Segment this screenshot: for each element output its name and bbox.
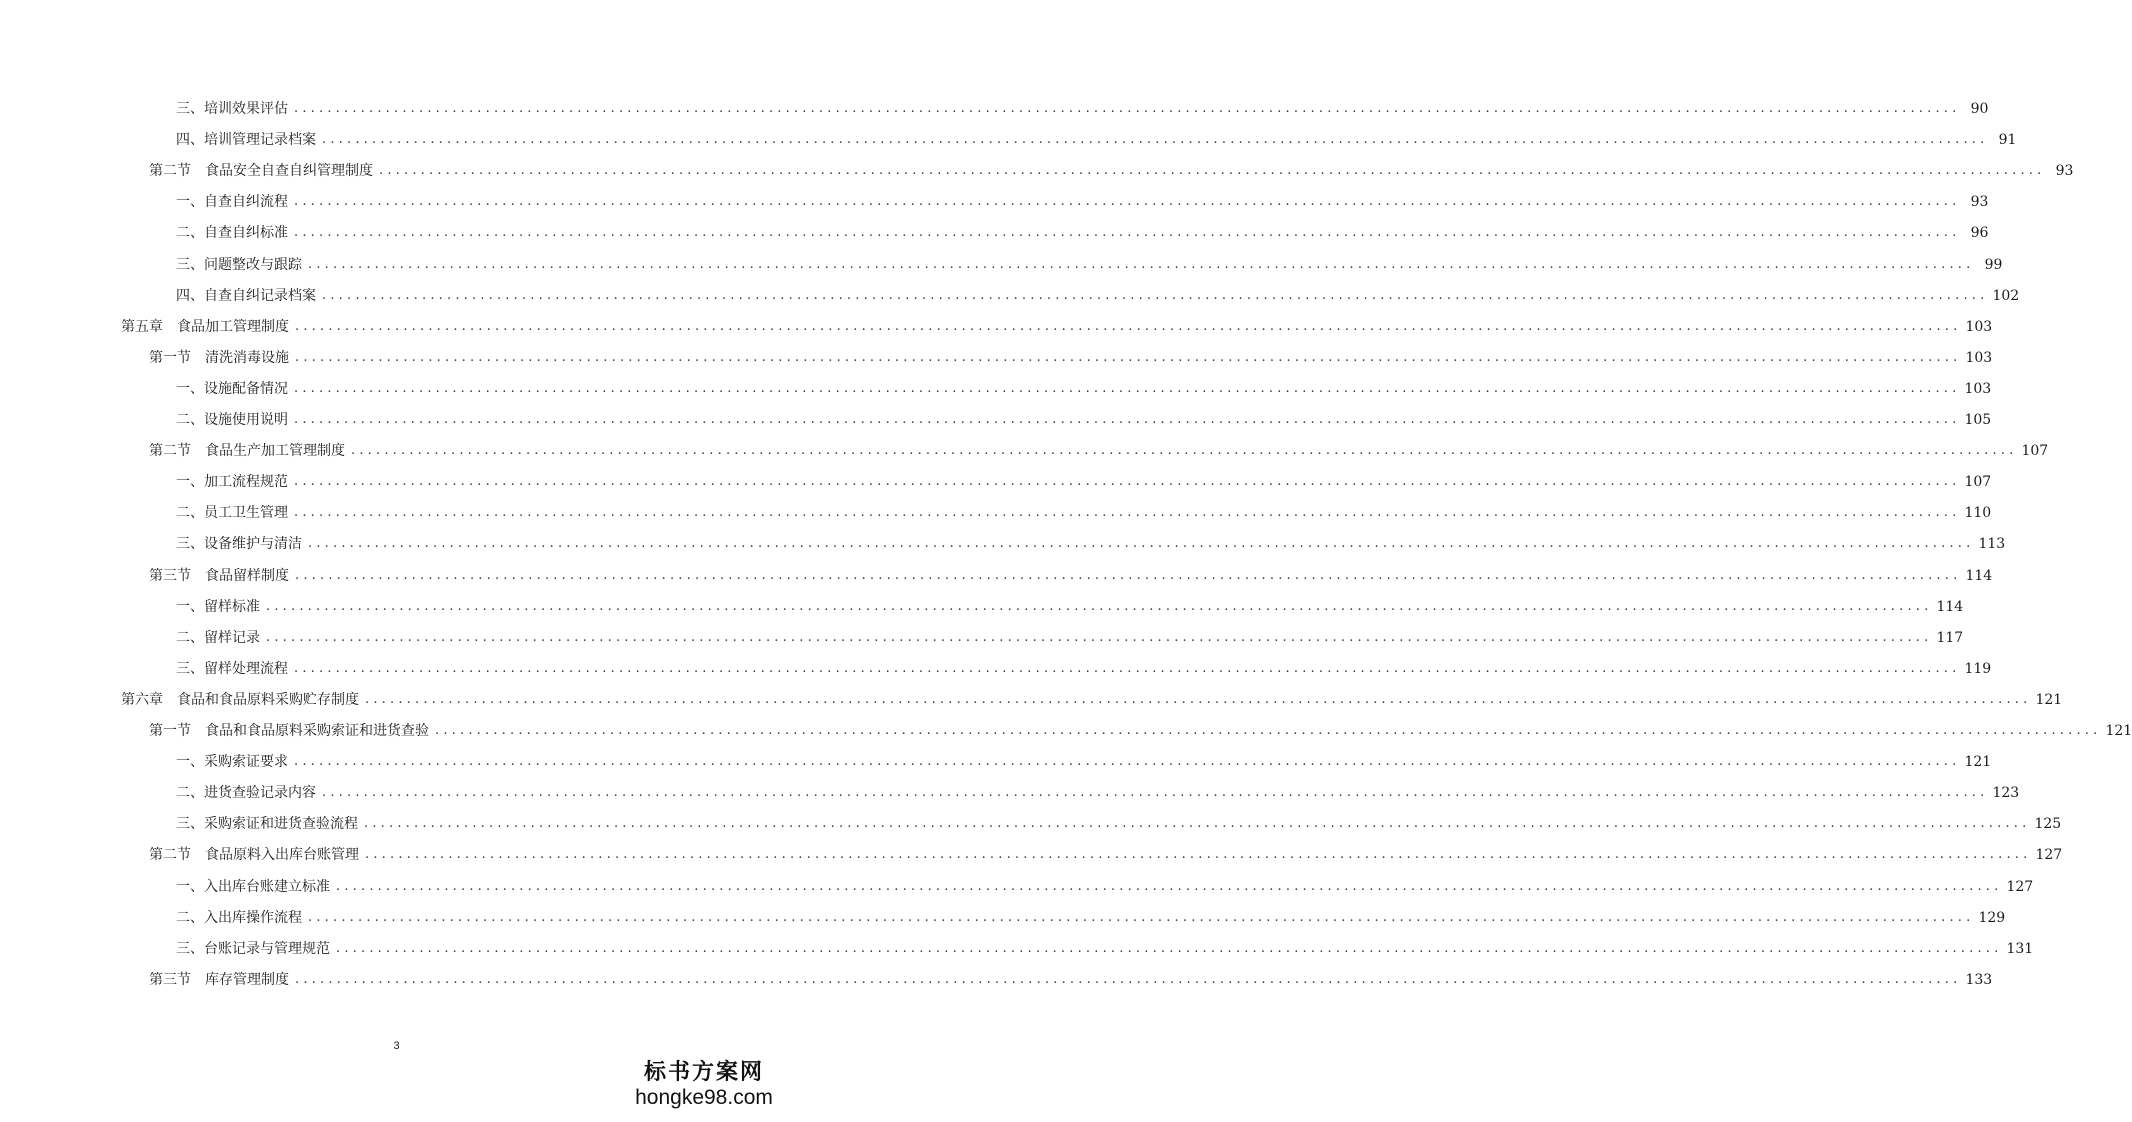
toc-dot-leader: ........................................................................................................................................................................................................	[295, 971, 1962, 987]
toc-entry[interactable]	[176, 874, 2034, 900]
toc-entry[interactable]	[176, 749, 1992, 775]
toc-entry[interactable]	[176, 189, 1989, 215]
toc-entry-title: 二、设施使用说明	[176, 412, 288, 428]
toc-entry[interactable]	[176, 780, 2020, 806]
toc-entry-title: 三、采购索证和进货查验流程	[176, 816, 358, 833]
toc-entry-title: 一、设施配备情况	[176, 380, 288, 397]
toc-entry-page: 103	[1964, 380, 1992, 397]
toc-entry-title: 第三节 食品留样制度	[149, 567, 289, 584]
toc-entry-title: 第二节 食品原料入出库台账管理	[149, 847, 359, 864]
toc-dot-leader: ........................................................................................................................................................................................................	[365, 847, 2032, 863]
toc-entry[interactable]	[176, 220, 1989, 246]
toc-entry[interactable]	[149, 158, 2074, 184]
toc-entry-title: 一、留样标准	[176, 598, 260, 615]
toc-entry-page: 107	[1964, 474, 1992, 491]
toc-entry[interactable]	[121, 687, 2063, 713]
toc-dot-leader: ........................................................................................................................................................................................................	[294, 101, 1961, 116]
toc-entry-page: 105	[1964, 412, 1992, 428]
toc-entry-title: 二、入出库操作流程	[176, 909, 302, 926]
toc-entry-title: 二、进货查验记录内容	[176, 785, 316, 802]
toc-entry[interactable]	[176, 127, 2017, 153]
toc-entry-page: 129	[1978, 909, 2006, 926]
toc-entry-title: 二、员工卫生管理	[176, 505, 288, 522]
toc-dot-leader: ........................................................................................................................................................................................................	[294, 474, 1961, 490]
toc-dot-leader: ........................................................................................................................................................................................................	[295, 567, 1962, 583]
toc-entry[interactable]	[176, 594, 1964, 620]
toc-entry-page: 110	[1964, 505, 1992, 522]
toc-entry[interactable]	[176, 936, 2034, 962]
toc-dot-leader: ........................................................................................................................................................................................................	[295, 349, 1962, 365]
toc-entry[interactable]	[149, 438, 2049, 464]
toc-entry-page: 99	[1984, 256, 2003, 273]
toc-entry-title: 第六章 食品和食品原料采购贮存制度	[121, 691, 359, 708]
toc-entry[interactable]	[176, 531, 2006, 557]
toc-entry-title: 第一节 清洗消毒设施	[149, 349, 289, 366]
toc-entry-title: 一、自查自纠流程	[176, 194, 288, 211]
toc-entry-page: 102	[1992, 287, 2020, 304]
toc-dot-leader: ........................................................................................................................................................................................................	[336, 878, 2003, 894]
toc-entry[interactable]	[149, 563, 1993, 589]
toc-entry[interactable]	[176, 283, 2020, 309]
toc-entry-title: 二、留样记录	[176, 629, 260, 646]
watermark-url: hongke98.com	[635, 1086, 773, 1109]
toc-entry[interactable]	[149, 842, 2063, 868]
toc-dot-leader: ........................................................................................................................................................................................................	[435, 723, 2102, 738]
toc-entry-title: 三、留样处理流程	[176, 660, 288, 677]
toc-dot-leader: ........................................................................................................................................................................................................	[294, 380, 1961, 396]
toc-entry-page: 127	[2035, 847, 2063, 864]
toc-dot-leader: ........................................................................................................................................................................................................	[322, 132, 1989, 148]
toc-entry-title: 二、自查自纠标准	[176, 225, 288, 242]
toc-entry-title: 三、问题整改与跟踪	[176, 256, 302, 273]
toc-entry[interactable]	[176, 905, 2006, 931]
toc-entry[interactable]	[176, 811, 2062, 837]
toc-dot-leader: ........................................................................................................................................................................................................	[322, 287, 1989, 303]
toc-entry[interactable]	[149, 967, 1993, 993]
toc-entry-page: 121	[2105, 723, 2132, 739]
toc-dot-leader: ........................................................................................................................................................................................................	[266, 598, 1933, 614]
toc-entry-page: 107	[2021, 443, 2049, 460]
toc-dot-leader: ........................................................................................................................................................................................................	[308, 256, 1975, 272]
toc-entry-title: 一、采购索证要求	[176, 754, 288, 771]
toc-dot-leader: ........................................................................................................................................................................................................	[322, 785, 1989, 801]
toc-entry-page: 121	[2035, 691, 2063, 708]
toc-entry-title: 四、培训管理记录档案	[176, 132, 316, 149]
toc-entry-title: 第五章 食品加工管理制度	[121, 318, 289, 335]
toc-entry-page: 131	[2006, 940, 2034, 957]
toc-entry-page: 91	[1998, 132, 2017, 149]
toc-dot-leader: ........................................................................................................................................................................................................	[295, 318, 1962, 334]
toc-entry-page: 119	[1964, 660, 1992, 677]
toc-dot-leader: ........................................................................................................................................................................................................	[365, 691, 2032, 707]
toc-entry[interactable]	[176, 252, 2003, 278]
toc-dot-leader: ........................................................................................................................................................................................................	[364, 816, 2031, 832]
toc-entry-page: 133	[1965, 971, 1993, 988]
toc-entry-page: 117	[1936, 629, 1964, 646]
toc-entry-page: 123	[1992, 785, 2020, 802]
toc-entry-page: 96	[1970, 225, 1989, 242]
toc-dot-leader: ........................................................................................................................................................................................................	[294, 754, 1961, 770]
toc-dot-leader: ........................................................................................................................................................................................................	[294, 412, 1961, 427]
watermark-logo	[629, 1058, 779, 1110]
toc-dot-leader: ........................................................................................................................................................................................................	[266, 629, 1933, 645]
toc-entry-page: 127	[2006, 878, 2034, 895]
toc-entry-title: 第二节 食品安全自查自纠管理制度	[149, 163, 373, 180]
toc-dot-leader: ........................................................................................................................................................................................................	[294, 660, 1961, 676]
toc-entry-title: 一、加工流程规范	[176, 474, 288, 491]
toc-entry[interactable]	[121, 314, 1993, 340]
toc-entry[interactable]	[176, 625, 1964, 651]
toc-entry-title: 三、台账记录与管理规范	[176, 940, 330, 957]
toc-dot-leader: ........................................................................................................................................................................................................	[351, 443, 2018, 459]
toc-entry-page: 103	[1965, 318, 1993, 335]
toc-entry-page: 90	[1970, 101, 1989, 117]
toc-entry[interactable]	[176, 500, 1992, 526]
toc-dot-leader: ........................................................................................................................................................................................................	[294, 505, 1961, 521]
toc-entry[interactable]	[176, 656, 1992, 682]
toc-entry[interactable]	[176, 96, 1989, 122]
toc-dot-leader: ........................................................................................................................................................................................................	[308, 909, 1975, 925]
toc-entry-title: 第一节 食品和食品原料采购索证和进货查验	[149, 723, 429, 739]
toc-entry-page: 125	[2034, 816, 2062, 833]
page-number: 3	[393, 1040, 400, 1052]
toc-dot-leader: ........................................................................................................................................................................................................	[294, 225, 1961, 241]
toc-entry-title: 第二节 食品生产加工管理制度	[149, 443, 345, 460]
toc-entry-page: 93	[1970, 194, 1989, 211]
toc-entry-title: 一、入出库台账建立标准	[176, 878, 330, 895]
toc-entry-page: 114	[1936, 598, 1964, 615]
toc-entry-page: 114	[1965, 567, 1993, 584]
toc-entry-page: 121	[1964, 754, 1992, 771]
toc-entry[interactable]	[176, 407, 1992, 433]
toc-entry-title: 三、设备维护与清洁	[176, 536, 302, 553]
toc-entry[interactable]	[149, 718, 2132, 744]
toc-entry-page: 113	[1978, 536, 2006, 553]
toc-entry[interactable]	[149, 345, 1993, 371]
toc-entry-page: 93	[2055, 163, 2074, 180]
toc-entry[interactable]	[176, 376, 1992, 402]
toc-dot-leader: ........................................................................................................................................................................................................	[379, 163, 2046, 179]
toc-dot-leader: ........................................................................................................................................................................................................	[294, 194, 1961, 210]
toc-entry-title: 第三节 库存管理制度	[149, 971, 289, 988]
toc-entry[interactable]	[176, 469, 1992, 495]
watermark-title: 标书方案网	[643, 1059, 764, 1085]
toc-dot-leader: ........................................................................................................................................................................................................	[336, 940, 2003, 956]
toc-entry-title: 三、培训效果评估	[176, 101, 288, 117]
toc-entry-page: 103	[1965, 349, 1993, 366]
toc-entry-title: 四、自查自纠记录档案	[176, 287, 316, 304]
toc-dot-leader: ........................................................................................................................................................................................................	[308, 536, 1975, 552]
